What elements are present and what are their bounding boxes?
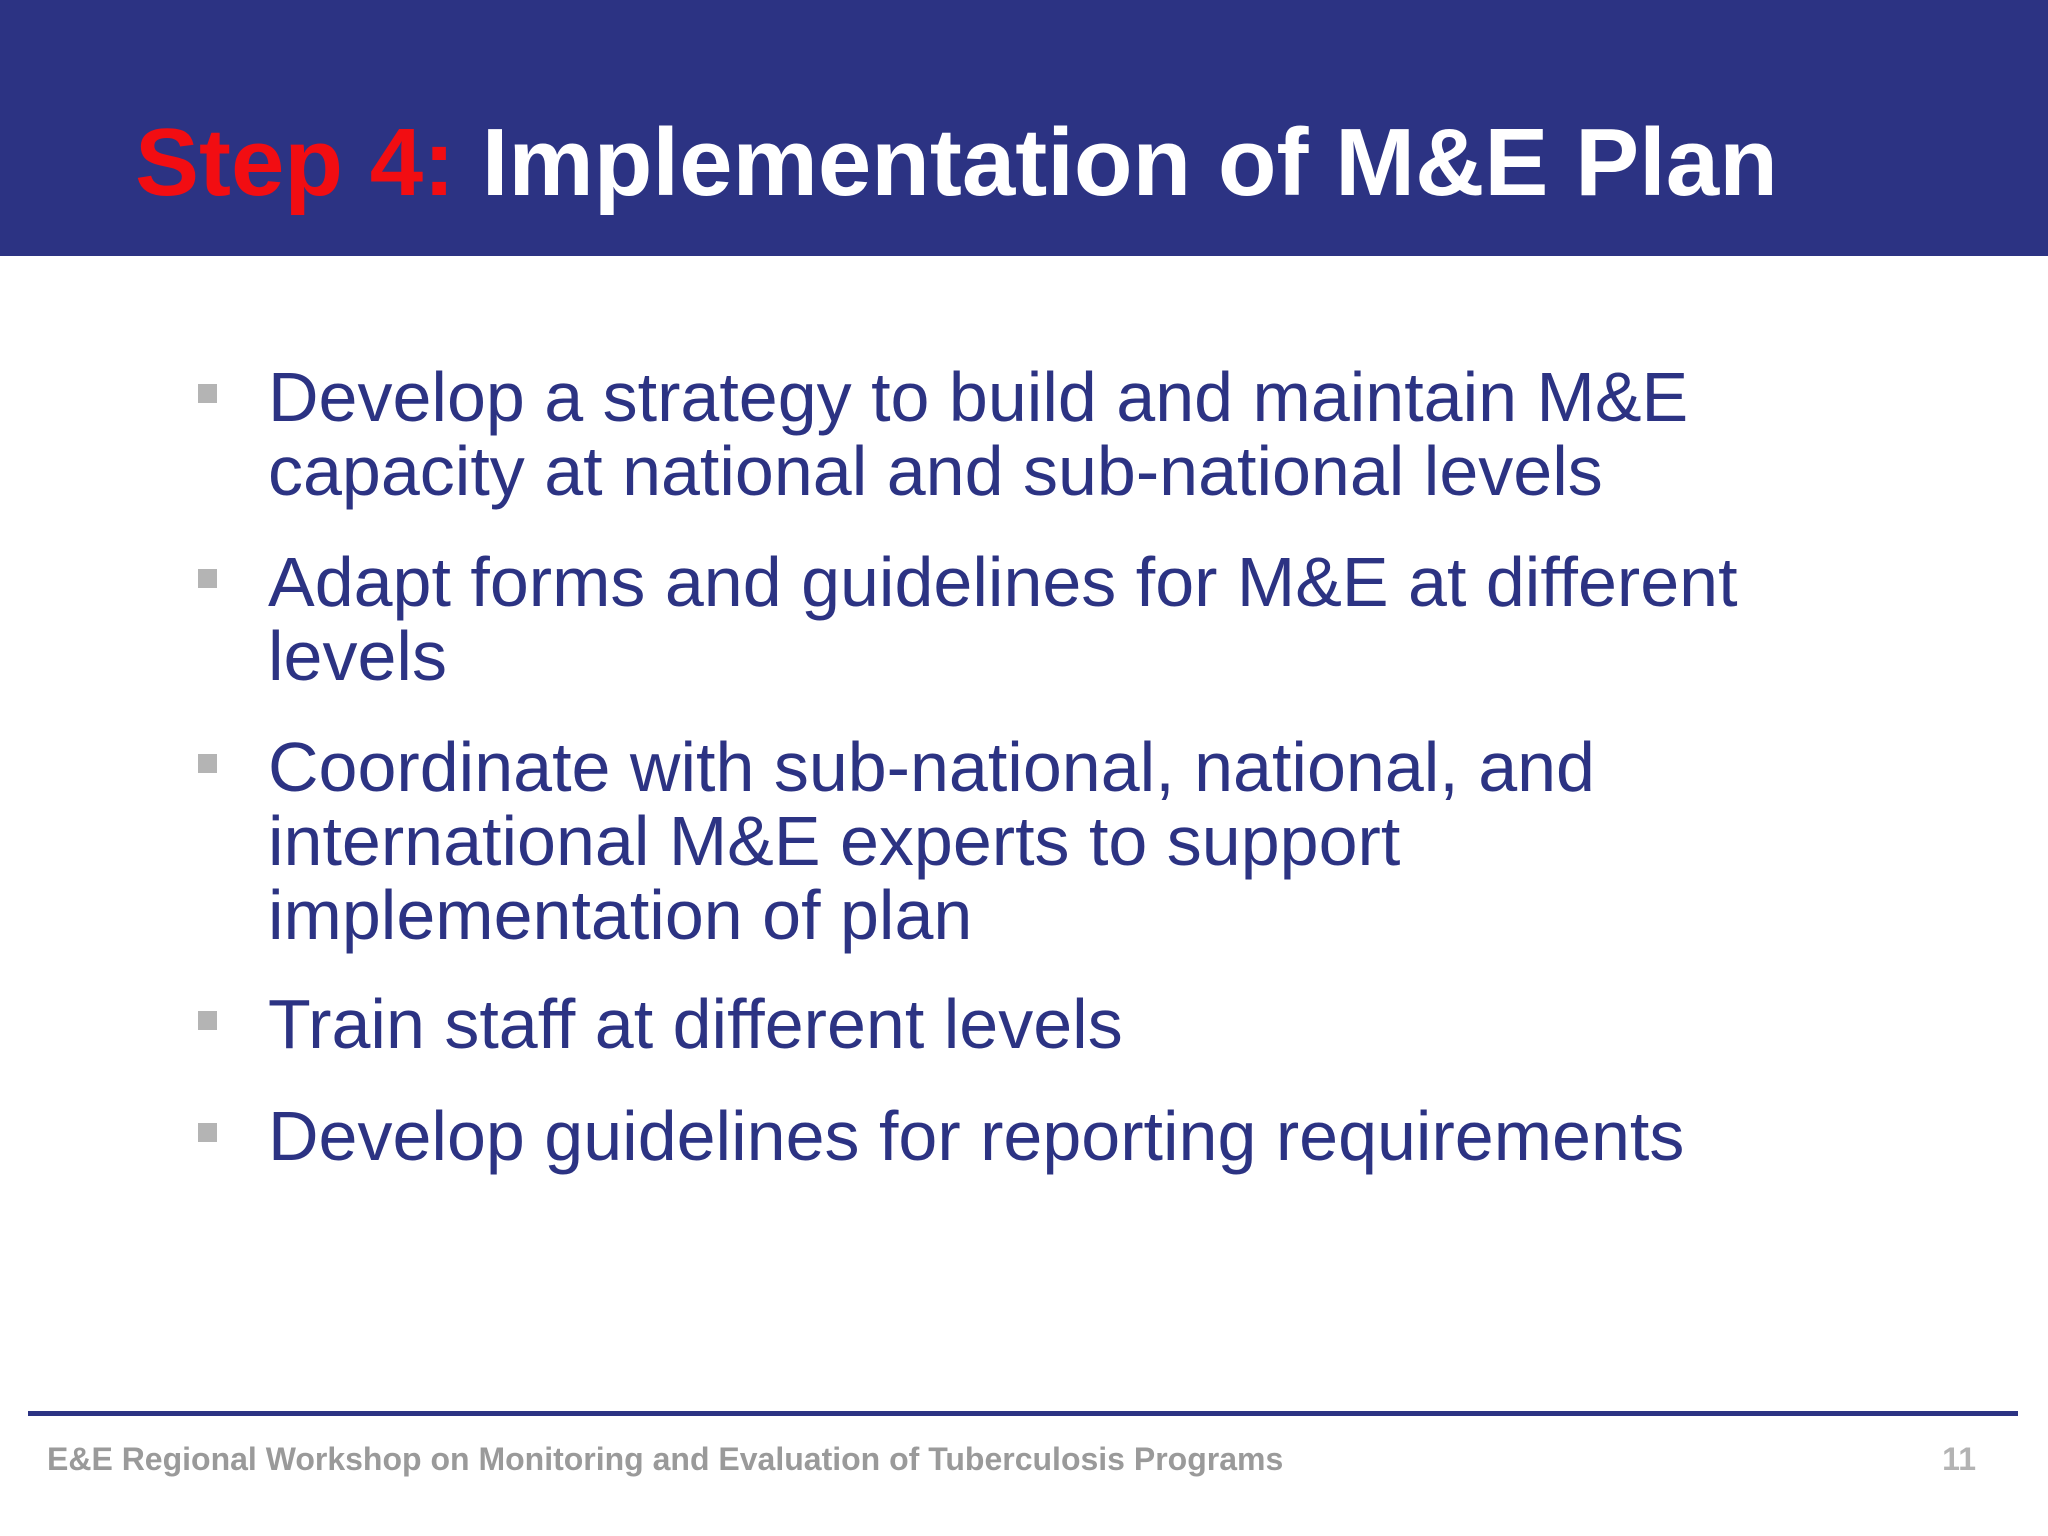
bullet-text: Adapt forms and guidelines for M&E at different levels [268,543,1738,695]
page-number: 11 [1942,1441,1976,1477]
bullet-text: Develop a strategy to build and maintain M&E capacity at national and sub-national levels [268,358,1689,510]
footer-workshop-title: E&E Regional Workshop on Monitoring and Evaluation of Tuberculosis Programs [47,1441,1284,1477]
title-step-label: Step 4: [135,109,456,216]
square-bullet-icon [198,1011,217,1030]
bullet-item [198,730,1898,952]
square-bullet-icon [198,754,217,773]
bullet-item [198,987,1898,1061]
bullet-item [198,360,1898,508]
bullet-text: Develop guidelines for reporting requirements [268,1097,1685,1175]
square-bullet-icon [198,384,217,403]
bullet-text: Coordinate with sub-national, national, and international M&E experts to support implementation of plan [268,728,1595,954]
footer-divider [28,1411,2018,1416]
square-bullet-icon [198,569,217,588]
title-main-text: Implementation of M&E Plan [481,109,1778,216]
bullet-text: Train staff at different levels [268,985,1123,1063]
slide-title [135,105,1778,221]
bullet-item [198,1099,1898,1173]
bullet-item [198,545,1898,693]
square-bullet-icon [198,1123,217,1142]
